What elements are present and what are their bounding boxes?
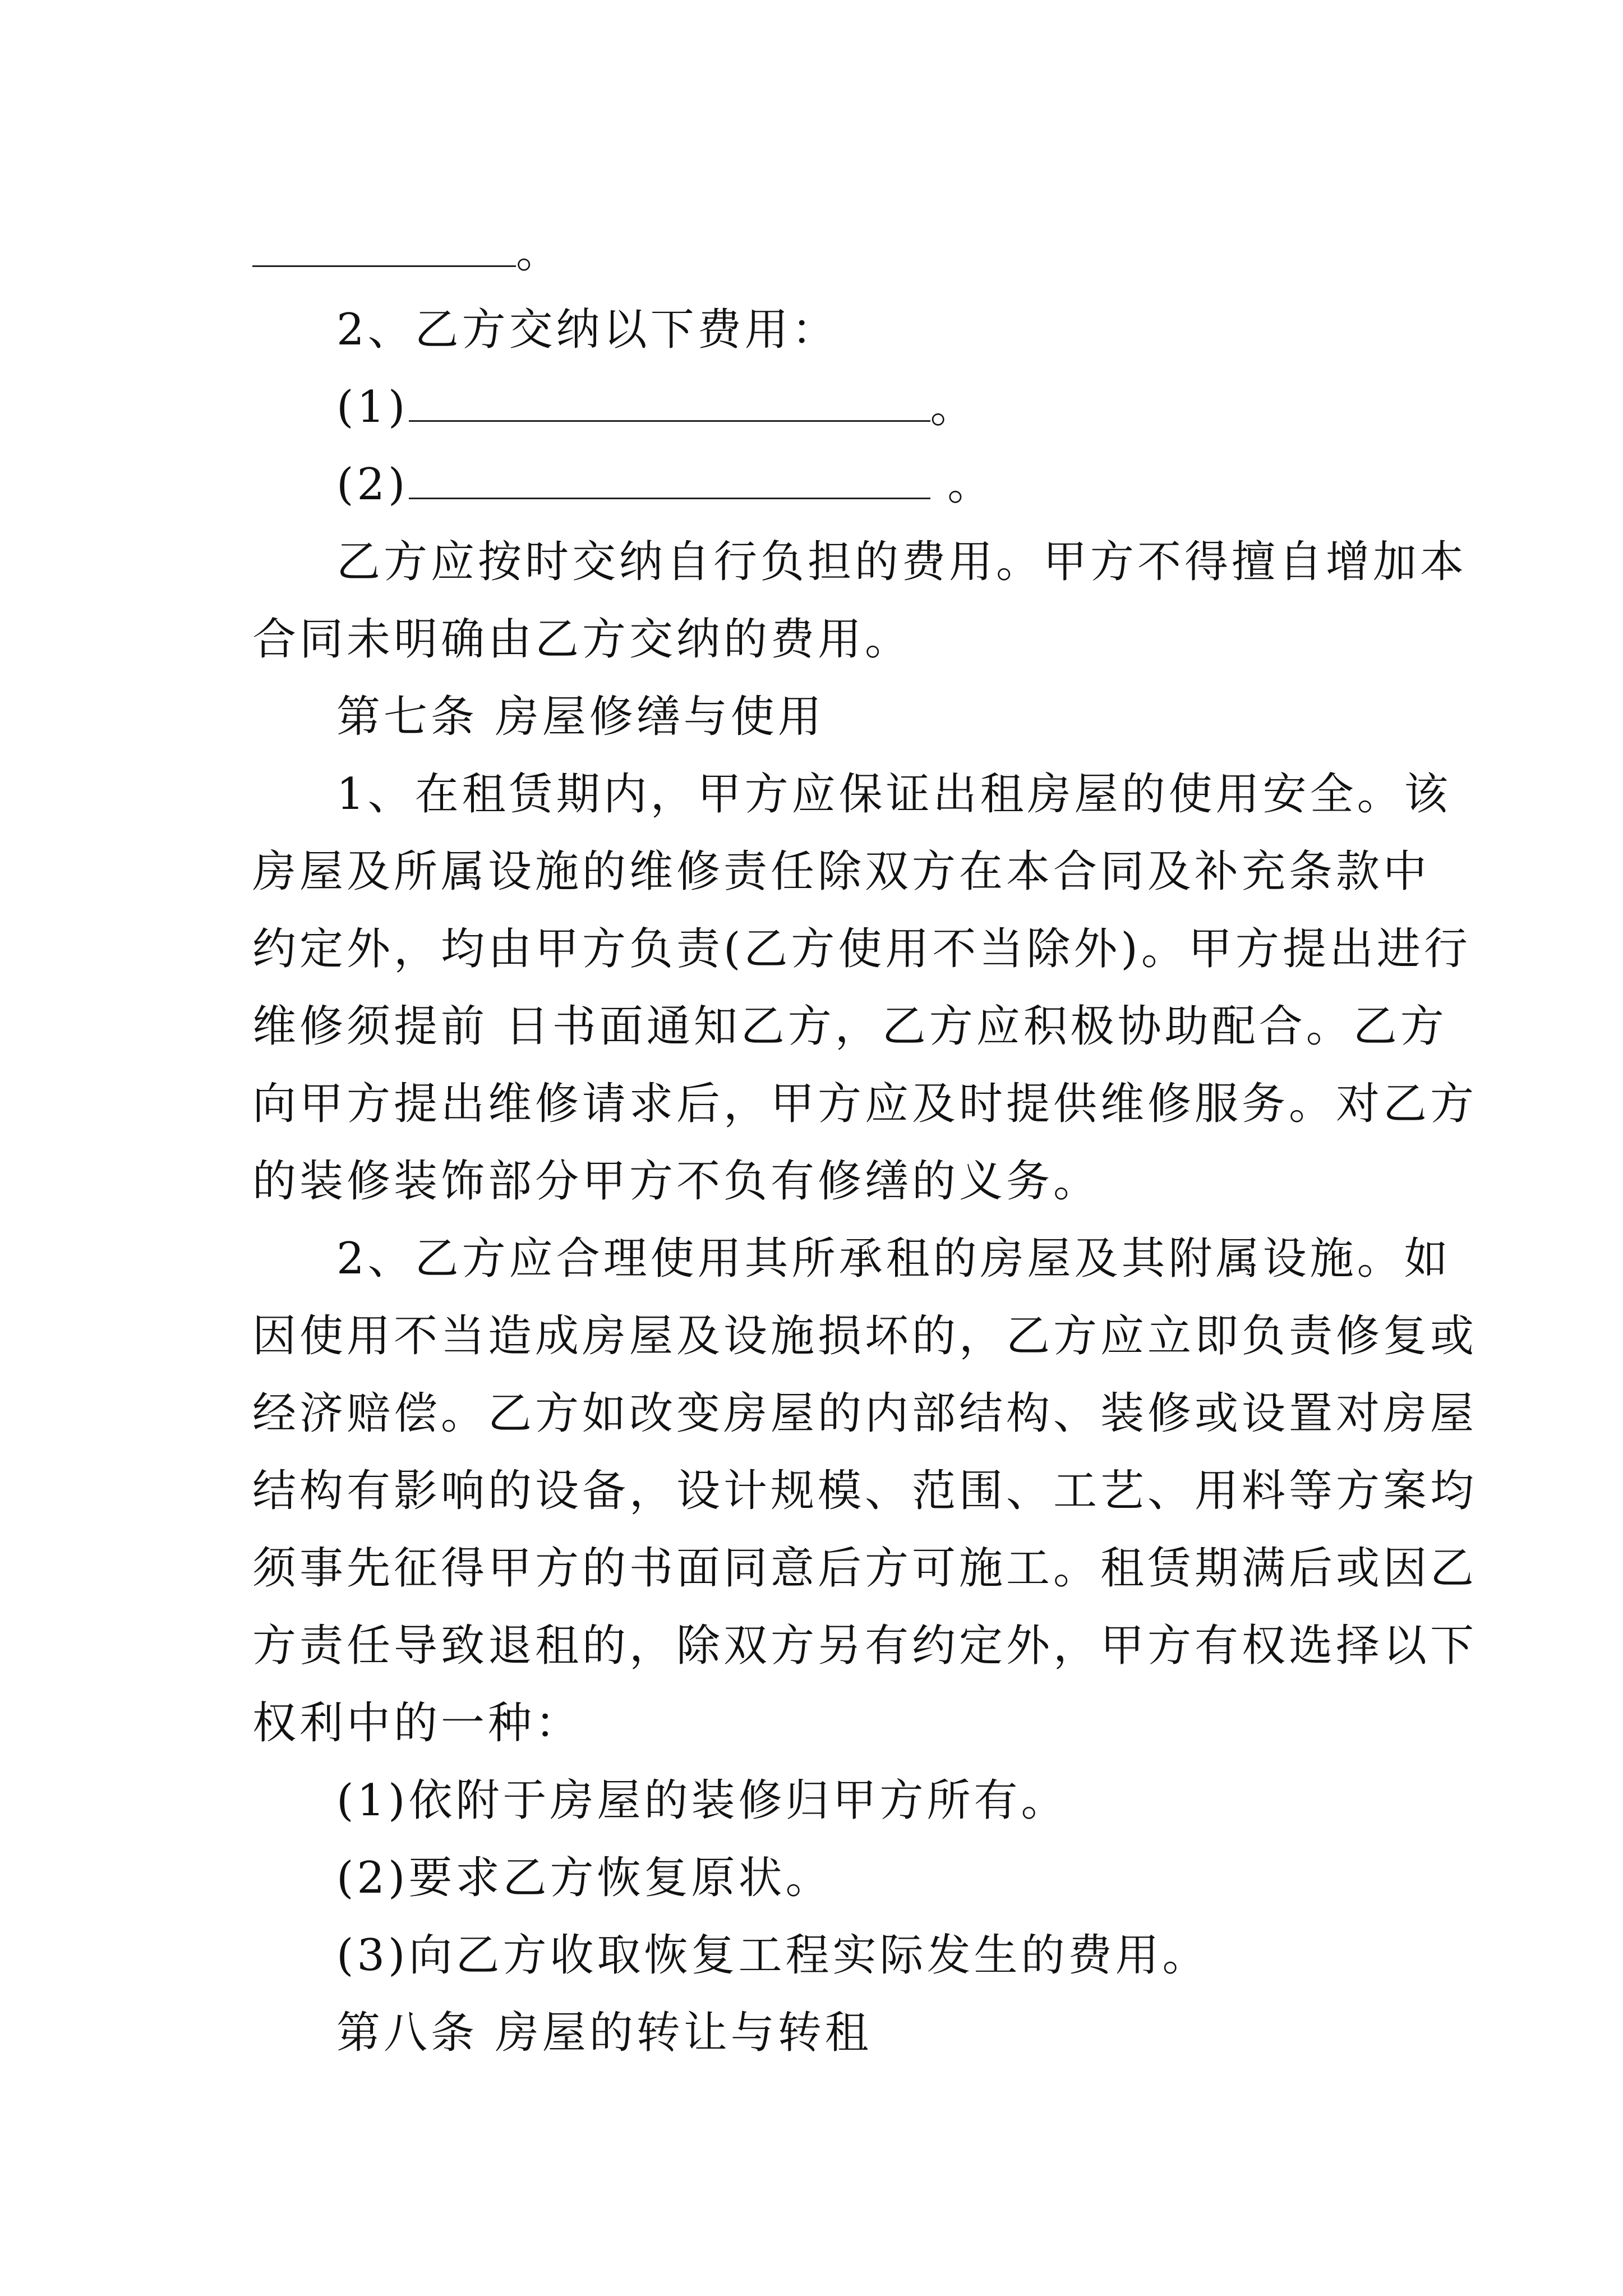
paragraph-line: 方责任导致退租的，除双方另有约定外，甲方有权选择以下 <box>252 1621 1478 1671</box>
paragraph-line: 须事先征得甲方的书面同意后方可施工。租赁期满后或因乙 <box>252 1543 1478 1594</box>
fee-item-2: (2) 。 <box>336 459 995 510</box>
paragraph-line: 1、在租赁期内，甲方应保证出租房屋的使用安全。该 <box>336 769 1451 820</box>
paragraph-line: 经济赔偿。乙方如改变房屋的内部结构、装修或设置对房屋 <box>252 1388 1478 1439</box>
list-item: (1)依附于房屋的装修归甲方所有。 <box>336 1775 1068 1826</box>
article-heading: 第八条 房屋的转让与转租 <box>336 2008 872 2058</box>
blank-underline <box>252 229 516 267</box>
list-item: (2)要求乙方恢复原状。 <box>336 1853 833 1903</box>
paragraph-line: 乙方应按时交纳自行负担的费用。甲方不得擅自增加本 <box>336 537 1468 587</box>
paragraph-line: 向甲方提出维修请求后，甲方应及时提供维修服务。对乙方 <box>252 1079 1478 1129</box>
fee-item-1: (1) 。 <box>336 382 978 432</box>
paragraph-line: 合同未明确由乙方交纳的费用。 <box>252 614 912 665</box>
blank-underline <box>409 462 930 499</box>
paragraph-line: 2、乙方应合理使用其所承租的房屋及其附属设施。如 <box>336 1234 1451 1284</box>
paragraph-line: 维修须提前 日书面通知乙方，乙方应积极协助配合。乙方 <box>252 1001 1447 1052</box>
fee-item-heading: 2、乙方交纳以下费用： <box>336 305 839 355</box>
article-heading: 第七条 房屋修缮与使用 <box>336 692 825 742</box>
blank-line-fill: 。 <box>252 224 1396 280</box>
paragraph-line: 权利中的一种： <box>252 1698 583 1749</box>
list-item: (3)向乙方收取恢复工程实际发生的费用。 <box>336 1930 1210 1981</box>
paragraph-line: 结构有影响的设备，设计规模、范围、工艺、用料等方案均 <box>252 1466 1478 1516</box>
blank-underline <box>409 384 930 422</box>
paragraph-line: 约定外，均由甲方负责(乙方使用不当除外)。甲方提出进行 <box>252 924 1471 974</box>
paragraph-line: 房屋及所属设施的维修责任除双方在本合同及补充条款中 <box>252 846 1431 897</box>
paragraph-line: 的装修装饰部分甲方不负有修缮的义务。 <box>252 1156 1101 1207</box>
paragraph-line: 因使用不当造成房屋及设施损坏的，乙方应立即负责修复或 <box>252 1311 1478 1361</box>
